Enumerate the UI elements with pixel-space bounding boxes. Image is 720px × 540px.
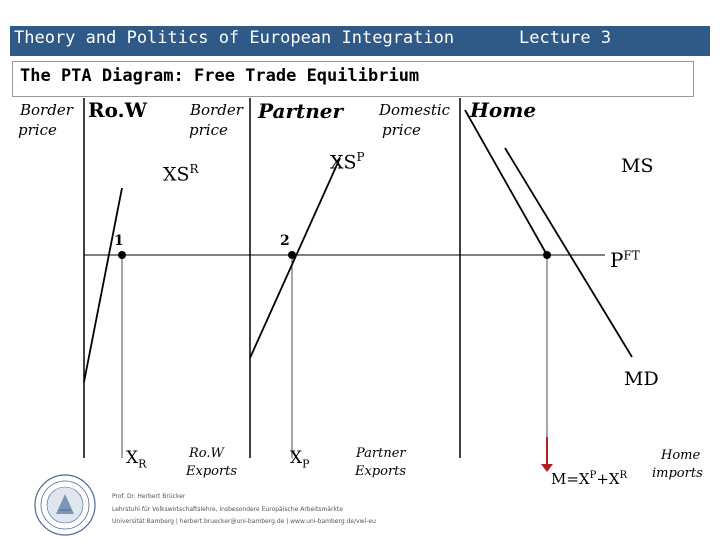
row-exports-label-1: Ro.W <box>189 446 224 461</box>
equilibrium-point-home <box>543 251 551 259</box>
xsr-label: $XS^R$ <box>163 162 199 186</box>
partner-price-label-1: Border <box>190 101 243 119</box>
footer-line-1: Prof. Dr. Herbert Brücker <box>112 493 186 500</box>
row-exports-label-2: Exports <box>186 464 238 479</box>
xsr-curve <box>84 188 122 382</box>
home-imports-label-2: imports <box>652 466 703 481</box>
point-1-label: 1 <box>114 233 124 249</box>
home-price-label-2: price <box>382 121 421 139</box>
slide-title: The PTA Diagram: Free Trade Equilibrium <box>20 66 420 86</box>
home-panel-title: Home <box>470 98 537 122</box>
equilibrium-point-1 <box>118 251 126 259</box>
row-panel-title: Ro.W <box>88 98 148 122</box>
partner-exports-label-1: Partner <box>356 446 406 461</box>
xsp-label: $XS^P$ <box>330 150 365 174</box>
partner-panel-title: Partner <box>258 99 344 123</box>
equilibrium-point-2 <box>288 251 296 259</box>
point-2-label: 2 <box>280 233 290 249</box>
md-label: MD <box>624 368 659 390</box>
xsp-curve <box>250 158 340 358</box>
xr-axis-label: $X_R$ <box>126 448 147 471</box>
import-equation-label: $M=X^P+X^R$ <box>551 470 628 488</box>
row-price-label-2: price <box>18 121 57 139</box>
home-imports-label-1: Home <box>661 448 701 463</box>
home-price-label-1: Domestic <box>379 101 451 119</box>
ms-label: MS <box>621 155 654 177</box>
partner-exports-label-2: Exports <box>355 464 407 479</box>
pft-label: $P^{FT}$ <box>610 248 640 272</box>
footer-line-2: Lehrstuhl für Volkswirtschaftslehre, insbesondere Europäische Arbeitsmärkte <box>112 506 343 513</box>
footer-line-3: Universität Bamberg | herbert.bruecker@uni-bamberg.de | www.uni-bamberg.de/vwl-eu <box>112 518 376 525</box>
row-price-label-1: Border <box>20 101 73 119</box>
lecture-number: Lecture 3 <box>519 28 612 48</box>
partner-price-label-2: price <box>189 121 228 139</box>
course-title: Theory and Politics of European Integration <box>14 28 455 48</box>
university-seal-icon <box>28 470 102 536</box>
xp-axis-label: $X_P$ <box>290 448 310 471</box>
ms-curve <box>465 110 547 255</box>
